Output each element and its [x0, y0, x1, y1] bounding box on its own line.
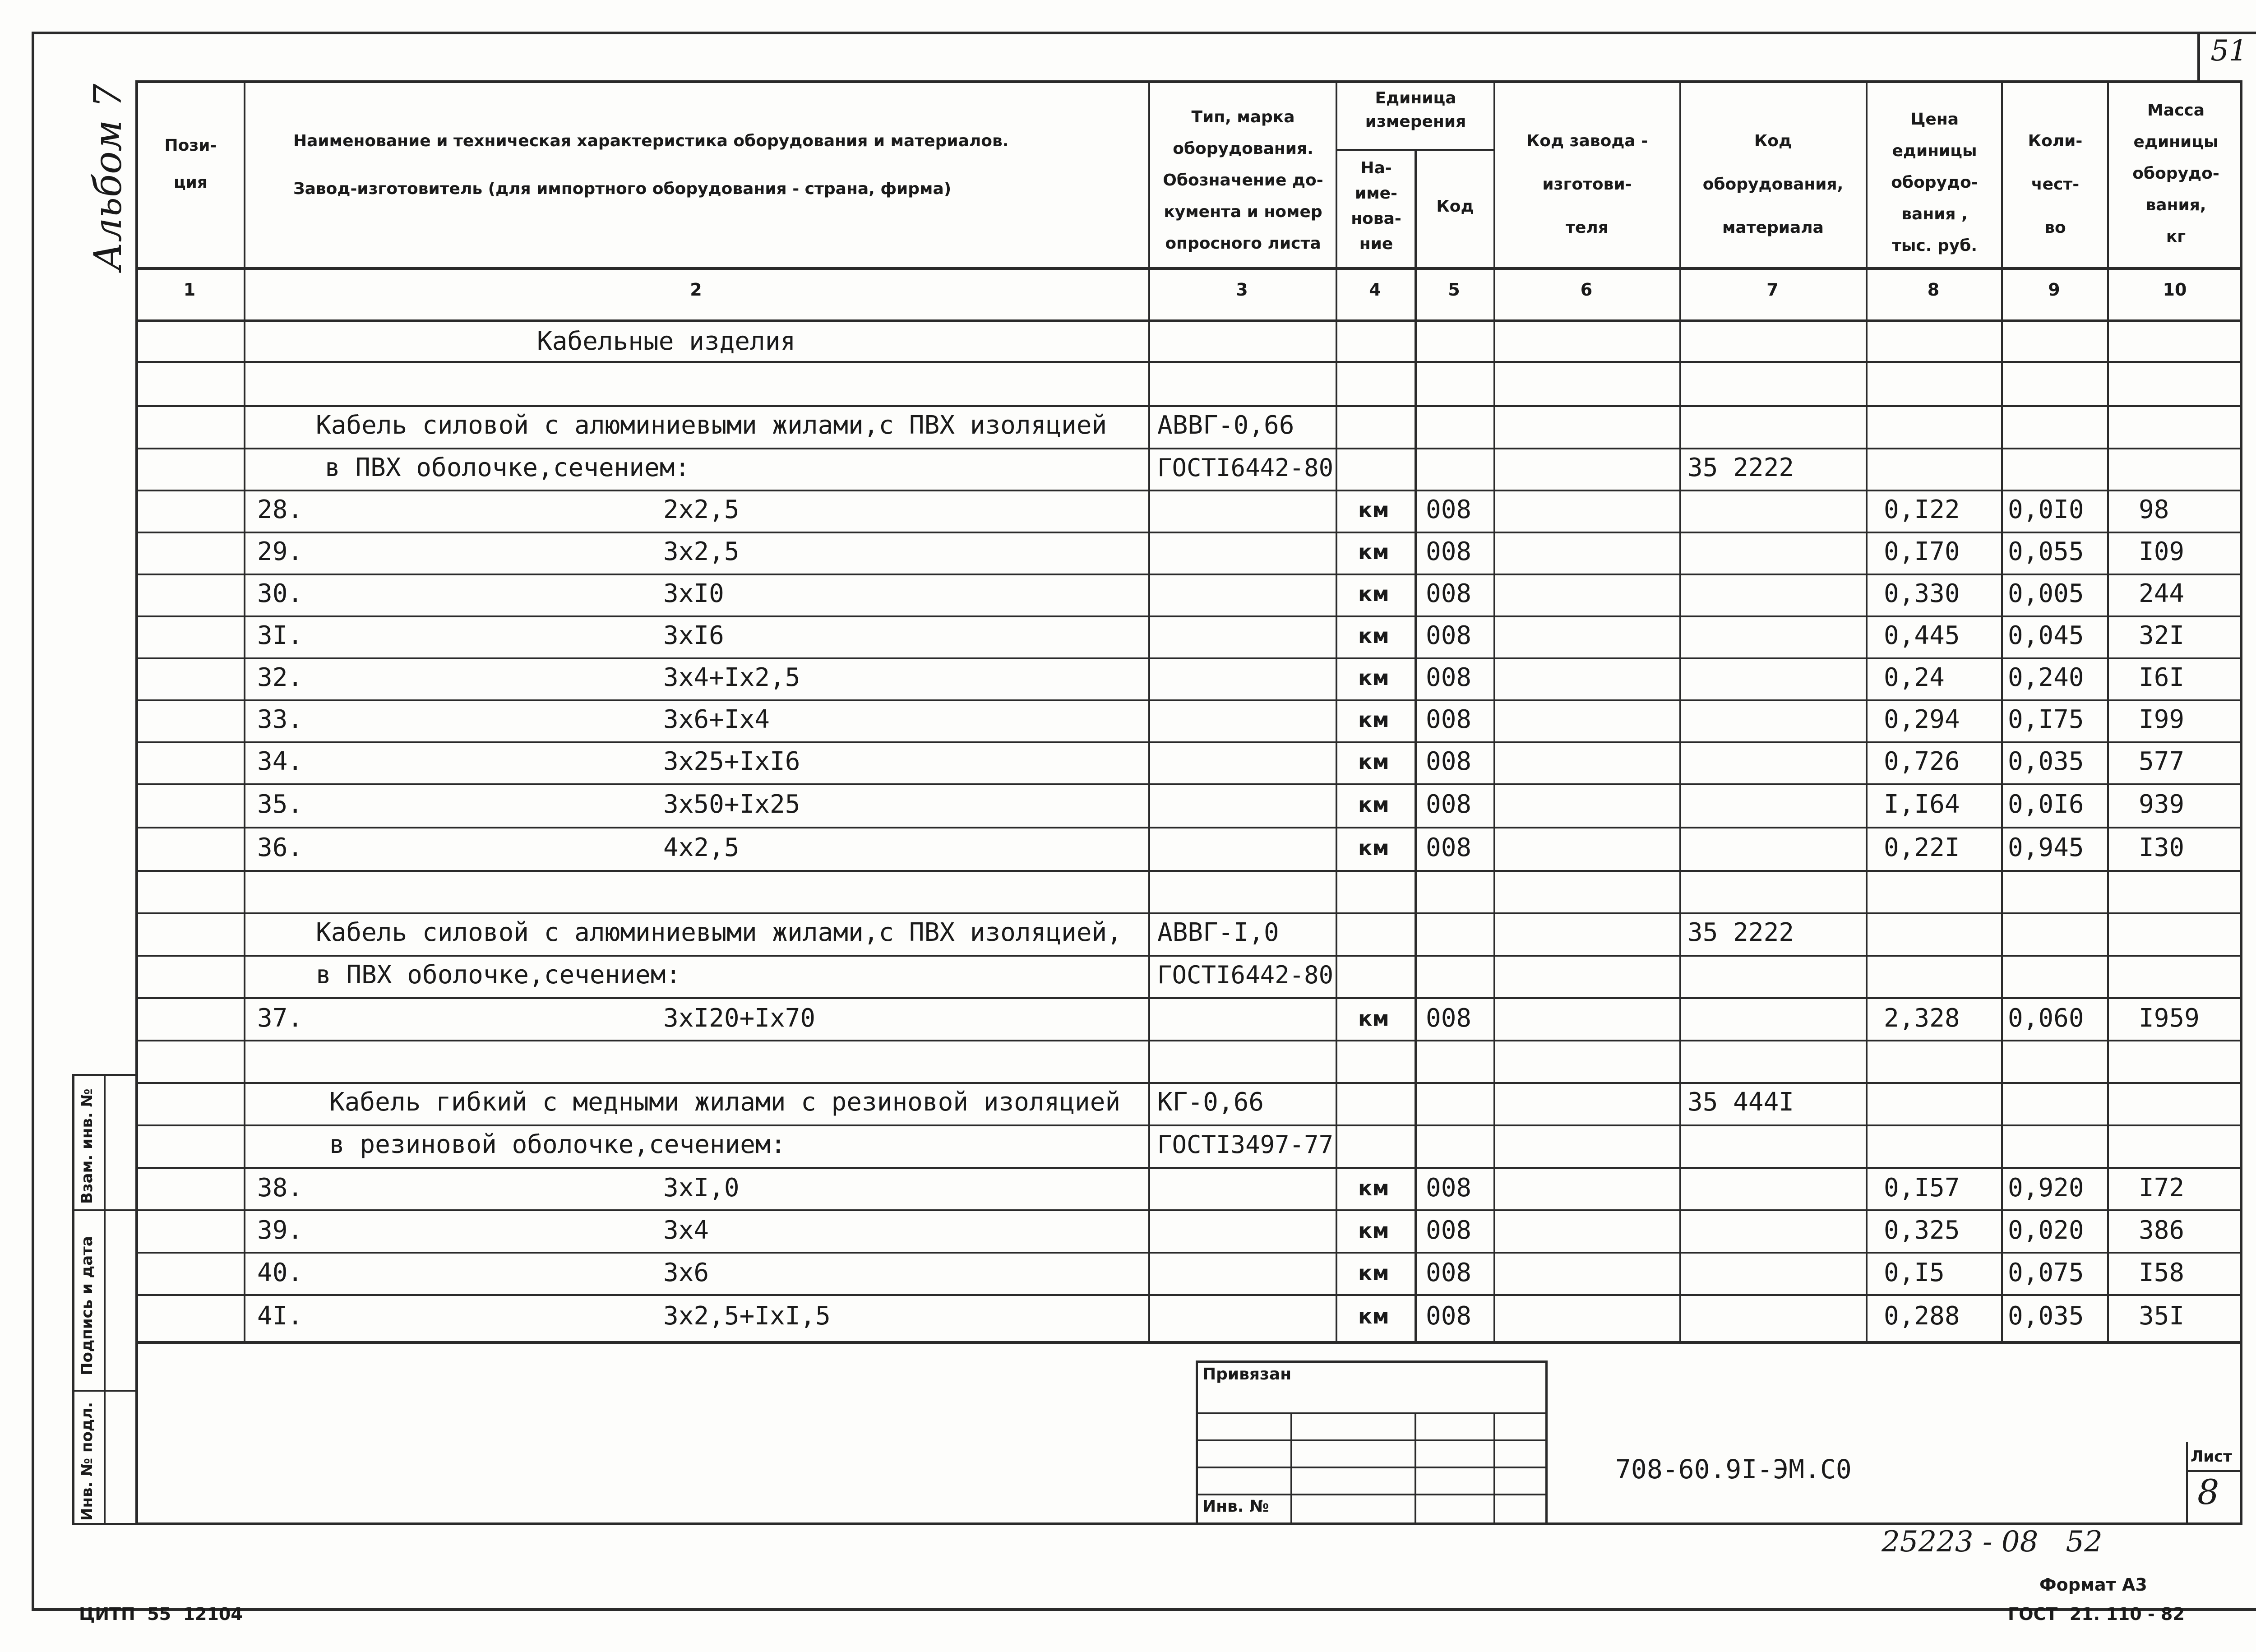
row-mass: 35I: [2139, 1301, 2185, 1331]
colnum-7: 7: [1766, 280, 1779, 300]
document-code: 708-60.9I-ЭМ.С0: [1615, 1454, 1852, 1485]
colnum-5: 5: [1448, 280, 1460, 300]
footer-left: ЦИТП 55 12104: [79, 1604, 243, 1624]
group-1-material-code: 35 2222: [1687, 453, 1794, 482]
row-section: 3x4: [663, 1216, 709, 1245]
row-qty: 0,0I0: [2008, 495, 2084, 524]
row-price: 0,330: [1884, 579, 1960, 608]
row-mass: 386: [2139, 1216, 2185, 1245]
colnum-8: 8: [1927, 280, 1940, 300]
row-price: 0,726: [1884, 747, 1960, 776]
row-pos: 28.: [257, 495, 303, 524]
row-price: 0,I57: [1884, 1173, 1960, 1203]
group-2-type2: ГОСТI6442-80: [1157, 961, 1334, 989]
row-code: 008: [1426, 705, 1472, 734]
row-mass: 577: [2139, 747, 2185, 776]
row-pos: 37.: [257, 1004, 303, 1033]
row-qty: 0,045: [2008, 621, 2084, 650]
row-price: 0,I70: [1884, 537, 1960, 566]
group-2-desc2: в ПВХ оболочке,сечением:: [316, 960, 681, 990]
row-pos: 4I.: [257, 1301, 303, 1331]
row-code: 008: [1426, 537, 1472, 566]
row-code: 008: [1426, 1173, 1472, 1203]
format-label: Формат А3: [2039, 1575, 2147, 1595]
row-code: 008: [1426, 495, 1472, 524]
row-pos: 40.: [257, 1258, 303, 1287]
row-qty: 0,055: [2008, 537, 2084, 566]
row-mass: I30: [2139, 833, 2185, 862]
row-section: 3x25+IxI6: [663, 747, 800, 776]
row-price: 0,325: [1884, 1216, 1960, 1245]
row-pos: 34.: [257, 747, 303, 776]
row-unit: км: [1358, 1218, 1389, 1243]
row-unit: км: [1358, 1304, 1389, 1328]
row-pos: 29.: [257, 537, 303, 566]
row-pos: 30.: [257, 579, 303, 608]
row-qty: 0,020: [2008, 1216, 2084, 1245]
row-qty: 0,075: [2008, 1258, 2084, 1287]
row-qty: 0,005: [2008, 579, 2084, 608]
row-qty: 0,945: [2008, 833, 2084, 862]
row-code: 008: [1426, 790, 1472, 819]
header-col3: Тип, марка оборудования. Обозначение до- кумента и номер опросного листа: [1163, 108, 1323, 253]
corner-sheet-number: 51: [2210, 34, 2247, 68]
row-price: 0,I22: [1884, 495, 1960, 524]
row-price: 0,294: [1884, 705, 1960, 734]
colnum-1: 1: [183, 280, 196, 300]
inv-label: Инв. №: [1202, 1497, 1269, 1516]
row-mass: I58: [2139, 1258, 2185, 1287]
row-unit: км: [1358, 1261, 1389, 1285]
row-qty: 0,240: [2008, 663, 2084, 692]
row-section: 2x2,5: [663, 495, 740, 524]
row-mass: I09: [2139, 537, 2185, 566]
row-code: 008: [1426, 1004, 1472, 1033]
sheet-number: 8: [2197, 1472, 2219, 1512]
row-pos: 33.: [257, 705, 303, 734]
sheet-label: Лист: [2191, 1448, 2232, 1466]
group-1-type1: АВВГ-0,66: [1157, 411, 1294, 440]
header-col2: Наименование и техническая характеристика оборудования и материалов. Завод-изготовитель (для импортного оборудования - страна, фирма): [293, 132, 1009, 198]
row-mass: 244: [2139, 579, 2185, 608]
row-price: 0,288: [1884, 1301, 1960, 1331]
header-col7: Код оборудования, материала: [1702, 132, 1844, 237]
row-pos: 38.: [257, 1173, 303, 1203]
row-section: 3x6: [663, 1258, 709, 1287]
row-unit: км: [1358, 582, 1389, 606]
row-mass: 98: [2139, 495, 2169, 524]
handwritten-archive-code: 25223 - 08 52: [1882, 1525, 2103, 1559]
row-price: 0,445: [1884, 621, 1960, 650]
row-section: 3x2,5+IxI,5: [663, 1301, 831, 1331]
row-section: 3xI6: [663, 621, 724, 650]
colnum-9: 9: [2048, 280, 2060, 300]
row-mass: I99: [2139, 705, 2185, 734]
row-unit: км: [1358, 792, 1389, 817]
row-unit: км: [1358, 624, 1389, 648]
group-3-type2: ГОСТI3497-77: [1157, 1130, 1334, 1159]
header-col1: Пози- ция: [164, 136, 217, 192]
header-col10: Масса единицы оборудо- вания, кг: [2132, 101, 2219, 246]
row-unit: км: [1358, 540, 1389, 564]
row-mass: I6I: [2139, 663, 2185, 692]
row-price: 2,328: [1884, 1004, 1960, 1033]
row-price: 0,22I: [1884, 833, 1960, 862]
group-1-desc1: Кабель силовой с алюминиевыми жилами,с ПВХ изоляцией: [316, 411, 1107, 440]
row-mass: 32I: [2139, 621, 2185, 650]
row-price: 0,24: [1884, 663, 1945, 692]
row-price: I,I64: [1884, 790, 1960, 819]
row-code: 008: [1426, 621, 1472, 650]
colnum-6: 6: [1580, 280, 1593, 300]
colnum-3: 3: [1236, 280, 1248, 300]
group-1-desc2: в ПВХ оболочке,сечением:: [325, 453, 690, 482]
row-unit: км: [1358, 498, 1389, 522]
row-pos: 36.: [257, 833, 303, 862]
attached-label: Привязан: [1202, 1365, 1292, 1384]
row-section: 3x50+Ix25: [663, 790, 800, 819]
header-col4: На- име- нова- ние: [1351, 159, 1401, 253]
row-qty: 0,920: [2008, 1173, 2084, 1203]
row-code: 008: [1426, 747, 1472, 776]
group-3-material-code: 35 444I: [1687, 1087, 1794, 1117]
group-3-type1: КГ-0,66: [1157, 1087, 1264, 1117]
row-qty: 0,035: [2008, 747, 2084, 776]
group-3-desc1: Кабель гибкий с медными жилами с резиновой изоляцией: [329, 1087, 1121, 1117]
row-unit: км: [1358, 750, 1389, 774]
header-col45-title: Единица измерения: [1365, 89, 1466, 131]
album-label: Альбом 7: [86, 83, 130, 271]
side-label-original-inv: Инв. № подл.: [78, 1402, 96, 1521]
row-section: 3x6+Ix4: [663, 705, 770, 734]
row-code: 008: [1426, 833, 1472, 862]
row-mass: 939: [2139, 790, 2185, 819]
row-pos: 3I.: [257, 621, 303, 650]
row-code: 008: [1426, 579, 1472, 608]
side-label-replacement-inv: Взам. инв. №: [78, 1088, 96, 1204]
row-section: 3xI0: [663, 579, 724, 608]
row-price: 0,I5: [1884, 1258, 1945, 1287]
group-2-type1: АВВГ-I,0: [1157, 918, 1279, 947]
row-pos: 35.: [257, 790, 303, 819]
row-code: 008: [1426, 1258, 1472, 1287]
row-pos: 32.: [257, 663, 303, 692]
row-mass: I959: [2139, 1004, 2200, 1033]
row-code: 008: [1426, 1301, 1472, 1331]
group-1-type2: ГОСТI6442-80: [1157, 453, 1334, 482]
header-col5: Код: [1436, 197, 1474, 216]
row-unit: км: [1358, 1176, 1389, 1200]
row-unit: км: [1358, 1006, 1389, 1031]
row-section: 3xI20+Ix70: [663, 1004, 816, 1033]
header-col9: Коли- чест- во: [2028, 132, 2083, 237]
row-section: 3x4+Ix2,5: [663, 663, 800, 692]
row-section: 3x2,5: [663, 537, 740, 566]
row-code: 008: [1426, 663, 1472, 692]
row-unit: км: [1358, 836, 1389, 860]
group-2-material-code: 35 2222: [1687, 918, 1794, 947]
row-section: 3xI,0: [663, 1173, 740, 1203]
row-qty: 0,060: [2008, 1004, 2084, 1033]
header-col6: Код завода - изготови- теля: [1526, 132, 1648, 237]
row-mass: I72: [2139, 1173, 2185, 1203]
footer-right: ГОСТ 21. 110 - 82: [2008, 1604, 2185, 1624]
header-col8: Цена единицы оборудо- вания , тыс. руб.: [1891, 110, 1978, 255]
row-code: 008: [1426, 1216, 1472, 1245]
row-unit: км: [1358, 708, 1389, 732]
group-2-desc1: Кабель силовой с алюминиевыми жилами,с ПВХ изоляцией,: [316, 918, 1122, 947]
row-pos: 39.: [257, 1216, 303, 1245]
row-qty: 0,035: [2008, 1301, 2084, 1331]
section-title: Кабельные изделия: [537, 327, 796, 356]
side-label-signature-date: Подпись и дата: [78, 1236, 96, 1375]
row-qty: 0,0I6: [2008, 790, 2084, 819]
row-unit: км: [1358, 666, 1389, 690]
colnum-10: 10: [2163, 280, 2187, 300]
colnum-2: 2: [690, 280, 702, 300]
row-section: 4x2,5: [663, 833, 740, 862]
group-3-desc2: в резиновой оболочке,сечением:: [329, 1130, 786, 1159]
row-qty: 0,I75: [2008, 705, 2084, 734]
colnum-4: 4: [1369, 280, 1381, 300]
